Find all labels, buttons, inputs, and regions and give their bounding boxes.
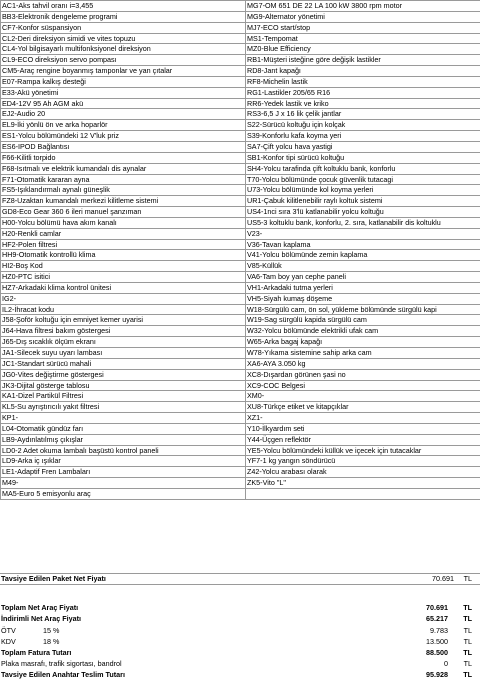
equipment-left-cell: IG2- <box>1 293 246 304</box>
table-row <box>1 131 480 142</box>
equipment-left-cell: ED4-12V 95 Ah AGM akü <box>1 98 246 109</box>
table-row <box>1 76 480 87</box>
equipment-left-cell: H20-Renkli camlar <box>1 228 246 239</box>
summary-currency: TL <box>463 637 472 646</box>
equipment-left-cell: KL5-Su ayrıştırıcılı yakıt filtresi <box>1 402 246 413</box>
table-row <box>1 1 480 12</box>
equipment-left-cell: FZ8-Uzaktan kumandalı merkezi kilitleme sistemi <box>1 196 246 207</box>
summary-row <box>0 626 480 636</box>
equipment-left-cell: ES6-IPOD Bağlantısı <box>1 141 246 152</box>
summary-currency: TL <box>463 603 472 612</box>
summary-row <box>0 670 480 680</box>
equipment-left-cell: J64-Hava filtresi bakım göstergesi <box>1 326 246 337</box>
table-row <box>1 141 480 152</box>
equipment-left-cell: CM5-Araç rengine boyanmış tamponlar ve yan çıtalar <box>1 66 246 77</box>
equipment-right-cell: UR1-Çabuk kilitlenebilir raylı koltuk sistemi <box>246 196 480 207</box>
table-row <box>1 326 480 337</box>
table-row <box>1 109 480 120</box>
equipment-left-cell: MA5-Euro 5 emisyonlu araç <box>1 488 246 499</box>
table-row <box>1 423 480 434</box>
package-price-label: Tavsiye Edilen Paket Net Fiyatı <box>1 574 106 583</box>
summary-percent: 15 % <box>43 626 60 635</box>
equipment-left-cell: LD0-2 Adet okuma lambalı başüstü kontrol paneli <box>1 445 246 456</box>
equipment-left-cell: J58-Şoför koltuğu için emniyet kemer uyarisi <box>1 315 246 326</box>
equipment-right-cell: XA6-AYA 3.050 kg <box>246 358 480 369</box>
summary-value: 95.928 <box>426 670 448 679</box>
equipment-right-cell: VH5-Siyah kumaş döşeme <box>246 293 480 304</box>
package-price-currency: TL <box>463 574 472 583</box>
table-row <box>1 369 480 380</box>
summary-value: 65.217 <box>426 614 448 623</box>
equipment-left-cell: CF7-Konfor süspansiyon <box>1 22 246 33</box>
summary-value: 88.500 <box>426 648 448 657</box>
table-row <box>1 293 480 304</box>
table-row <box>1 282 480 293</box>
table-row <box>1 174 480 185</box>
summary-value: 13.500 <box>426 637 448 646</box>
equipment-right-cell: S39-Konforlu kafa koyma yeri <box>246 131 480 142</box>
equipment-right-cell: SA7-Çift yolcu hava yastigi <box>246 141 480 152</box>
equipment-left-cell: JA1-Silecek suyu uyarı lambası <box>1 348 246 359</box>
equipment-left-cell: HH9-Otomatik kontrollü klima <box>1 250 246 261</box>
table-row <box>1 445 480 456</box>
equipment-right-cell: RB1-Müşteri isteğine göre değişik lastikler <box>246 55 480 66</box>
package-price-value: 70.691 <box>432 574 454 583</box>
equipment-right-cell: Y10-İlkyardım seti <box>246 423 480 434</box>
table-row <box>1 217 480 228</box>
summary-row <box>0 659 480 669</box>
table-row <box>1 272 480 283</box>
table-row <box>1 467 480 478</box>
equipment-left-cell: BB3-Elektronik dengeleme programi <box>1 11 246 22</box>
equipment-left-cell: GD8-Eco Gear 360 6 ileri manuel şanzıman <box>1 207 246 218</box>
equipment-left-cell: LE1-Adaptif Fren Lambaları <box>1 467 246 478</box>
table-row <box>1 315 480 326</box>
equipment-right-cell: MZ0-Blue Efficiency <box>246 44 480 55</box>
equipment-right-cell: US5-3 koltuklu bank, konforlu, 2. sıra, katlanabilir dis koltuklu <box>246 217 480 228</box>
equipment-right-cell: ZK5-Vito "L" <box>246 478 480 489</box>
equipment-right-cell: Z42-Yolcu arabası olarak <box>246 467 480 478</box>
table-row <box>1 391 480 402</box>
equipment-left-cell: FS5-Işıklandırmalı aynalı güneşlik <box>1 185 246 196</box>
equipment-right-cell: T70-Yolcu bölümünde çocuk güvenlik tutacagi <box>246 174 480 185</box>
table-row <box>1 413 480 424</box>
equipment-right-cell: S22-Sürücü koltuğu için kolçak <box>246 120 480 131</box>
equipment-right-cell: RG1-Lastikler 205/65 R16 <box>246 87 480 98</box>
summary-label: Tavsiye Edilen Anahtar Teslim Tutarı <box>1 670 125 679</box>
equipment-right-cell: V23- <box>246 228 480 239</box>
equipment-left-cell: HI2-Boş Kod <box>1 261 246 272</box>
table-row <box>1 434 480 445</box>
equipment-left-cell: AC1-Aks tahvil oranı i=3,455 <box>1 1 246 12</box>
table-row <box>1 152 480 163</box>
table-row <box>1 98 480 109</box>
table-row <box>1 358 480 369</box>
summary-value: 70.691 <box>426 603 448 612</box>
equipment-right-cell: MG7-OM 651 DE 22 LA 100 kW 3800 rpm motor <box>246 1 480 12</box>
summary-value: 9.783 <box>430 626 448 635</box>
equipment-right-cell: W32-Yolcu bölümünde elektrikli ufak cam <box>246 326 480 337</box>
equipment-left-cell: IL2-İhracat kodu <box>1 304 246 315</box>
equipment-left-cell: M49- <box>1 478 246 489</box>
table-row <box>1 66 480 77</box>
table-row <box>1 239 480 250</box>
table-row <box>1 33 480 44</box>
equipment-right-cell <box>246 488 480 499</box>
summary-row <box>0 648 480 658</box>
equipment-left-cell: JK3-Dijital gösterge tablosu <box>1 380 246 391</box>
equipment-right-cell: XM0- <box>246 391 480 402</box>
summary-currency: TL <box>463 614 472 623</box>
equipment-right-cell: SH4-Yolcu tarafinda çift koltuklu bank, konforlu <box>246 163 480 174</box>
table-row <box>1 196 480 207</box>
equipment-left-cell: KA1-Dizel Partikül Filtresi <box>1 391 246 402</box>
table-row <box>1 488 480 499</box>
equipment-right-cell: U73-Yolcu bölümünde kol koyma yerleri <box>246 185 480 196</box>
equipment-right-cell: US4-1nci sıra 3'lü katlanabilir yolcu koltuğu <box>246 207 480 218</box>
equipment-left-cell: E33-Akü yönetimi <box>1 87 246 98</box>
equipment-right-cell: VA6-Tam boy yan cephe paneli <box>246 272 480 283</box>
table-row <box>1 87 480 98</box>
equipment-right-cell: XC8-Dışardan görünen şasi no <box>246 369 480 380</box>
equipment-right-cell: RF8-Michelin lastik <box>246 76 480 87</box>
summary-currency: TL <box>463 659 472 668</box>
equipment-left-cell: CL9-ECO direksiyon servo pompası <box>1 55 246 66</box>
equipment-left-cell: EL9-İki yönlü ön ve arka hoparlör <box>1 120 246 131</box>
equipment-left-cell: EJ2-Audio 20 <box>1 109 246 120</box>
table-row <box>1 304 480 315</box>
summary-row <box>0 637 480 647</box>
equipment-left-cell: KP1- <box>1 413 246 424</box>
equipment-right-cell: W18-Sürgülü cam, ön sol, yükleme bölümünde sürgülü kapi <box>246 304 480 315</box>
equipment-left-cell: E07-Rampa kalkış desteği <box>1 76 246 87</box>
table-row <box>1 55 480 66</box>
table-row <box>1 207 480 218</box>
equipment-right-cell: XU8-Türkçe etiket ve kitapçıklar <box>246 402 480 413</box>
summary-label: Toplam Net Araç Fiyatı <box>1 603 79 612</box>
equipment-right-cell: W19-Sag sürgülü kapida sürgülü cam <box>246 315 480 326</box>
equipment-left-cell: F68-Isıtmalı ve elektrik kumandalı dis aynalar <box>1 163 246 174</box>
equipment-right-cell: RD8-Jant kapağı <box>246 66 480 77</box>
table-row <box>1 44 480 55</box>
table-row <box>1 348 480 359</box>
summary-label: Toplam Fatura Tutarı <box>1 648 72 657</box>
table-row <box>1 163 480 174</box>
summary-value: 0 <box>444 659 448 668</box>
summary-label: ÖTV <box>1 626 16 635</box>
package-price-row <box>0 573 480 585</box>
table-row <box>1 478 480 489</box>
equipment-right-cell: RS3-6,5 J x 16 lik çelik jantlar <box>246 109 480 120</box>
equipment-right-cell: V85-Küllük <box>246 261 480 272</box>
summary-label: Plaka masrafı, trafik sigortası, bandrol <box>1 659 122 668</box>
table-row <box>1 261 480 272</box>
equipment-left-cell: HZ7-Arkadaki klima kontrol ünitesi <box>1 282 246 293</box>
equipment-right-cell: SB1-Konfor tipi sürücü koltuğu <box>246 152 480 163</box>
equipment-left-cell: L04-Otomatik gündüz farı <box>1 423 246 434</box>
equipment-left-cell: HZ0-PTC isitici <box>1 272 246 283</box>
table-row <box>1 380 480 391</box>
equipment-left-cell: CL4-Yol bilgisayarlı multifonksiyonel direksiyon <box>1 44 246 55</box>
table-row <box>1 120 480 131</box>
summary-label: KDV <box>1 637 16 646</box>
equipment-right-cell: YE5-Yolcu bölümündeki küllük ve içecek için tutacaklar <box>246 445 480 456</box>
equipment-left-cell: LB9-Aydınlatılmış çıkışlar <box>1 434 246 445</box>
equipment-right-cell: XC9-COC Belgesi <box>246 380 480 391</box>
equipment-left-cell: ES1-Yolcu bölümündeki 12 V'luk priz <box>1 131 246 142</box>
equipment-left-cell: J65-Dış sıcaklık ölçüm ekranı <box>1 337 246 348</box>
summary-row <box>0 603 480 613</box>
equipment-right-cell: RR6-Yedek lastik ve kriko <box>246 98 480 109</box>
equipment-right-cell: V36-Tavan kaplama <box>246 239 480 250</box>
table-row <box>1 228 480 239</box>
equipment-right-cell: W78-Yıkama sistemine sahip arka cam <box>246 348 480 359</box>
table-row <box>1 456 480 467</box>
equipment-right-cell: VH1-Arkadaki tutma yerleri <box>246 282 480 293</box>
equipment-left-cell: HF2-Polen filtresi <box>1 239 246 250</box>
summary-row <box>0 614 480 624</box>
equipment-right-cell: MG9-Alternator yönetimi <box>246 11 480 22</box>
table-row <box>1 22 480 33</box>
table-row <box>1 185 480 196</box>
equipment-right-cell: Y44-Üçgen reflektör <box>246 434 480 445</box>
equipment-right-cell: V41-Yolcu bölümünde zemin kaplama <box>246 250 480 261</box>
table-row <box>1 337 480 348</box>
equipment-right-cell: W65-Arka bagaj kapağı <box>246 337 480 348</box>
summary-currency: TL <box>463 648 472 657</box>
equipment-left-cell: H00-Yolcu bölümü hava akım kanalı <box>1 217 246 228</box>
equipment-right-cell: YF7-1 kg yangın söndürücü <box>246 456 480 467</box>
equipment-right-cell: XZ1- <box>246 413 480 424</box>
equipment-left-cell: F71-Otomatik kararan ayna <box>1 174 246 185</box>
summary-percent: 18 % <box>43 637 60 646</box>
table-row <box>1 402 480 413</box>
summary-currency: TL <box>463 626 472 635</box>
equipment-right-cell: MJ7-ECO start/stop <box>246 22 480 33</box>
equipment-left-cell: JC1-Standart sürücü mahali <box>1 358 246 369</box>
table-row <box>1 11 480 22</box>
equipment-left-cell: CL2-Deri direksiyon simidi ve vites topuzu <box>1 33 246 44</box>
equipment-right-cell: MS1-Tempomat <box>246 33 480 44</box>
equipment-left-cell: LD9-Arka iç ışıklar <box>1 456 246 467</box>
equipment-left-cell: JG0-Vites değiştirme göstergesi <box>1 369 246 380</box>
equipment-left-cell: F66-Kilitli torpido <box>1 152 246 163</box>
summary-currency: TL <box>463 670 472 679</box>
table-row <box>1 250 480 261</box>
summary-label: İndirimli Net Araç Fiyatı <box>1 614 82 623</box>
